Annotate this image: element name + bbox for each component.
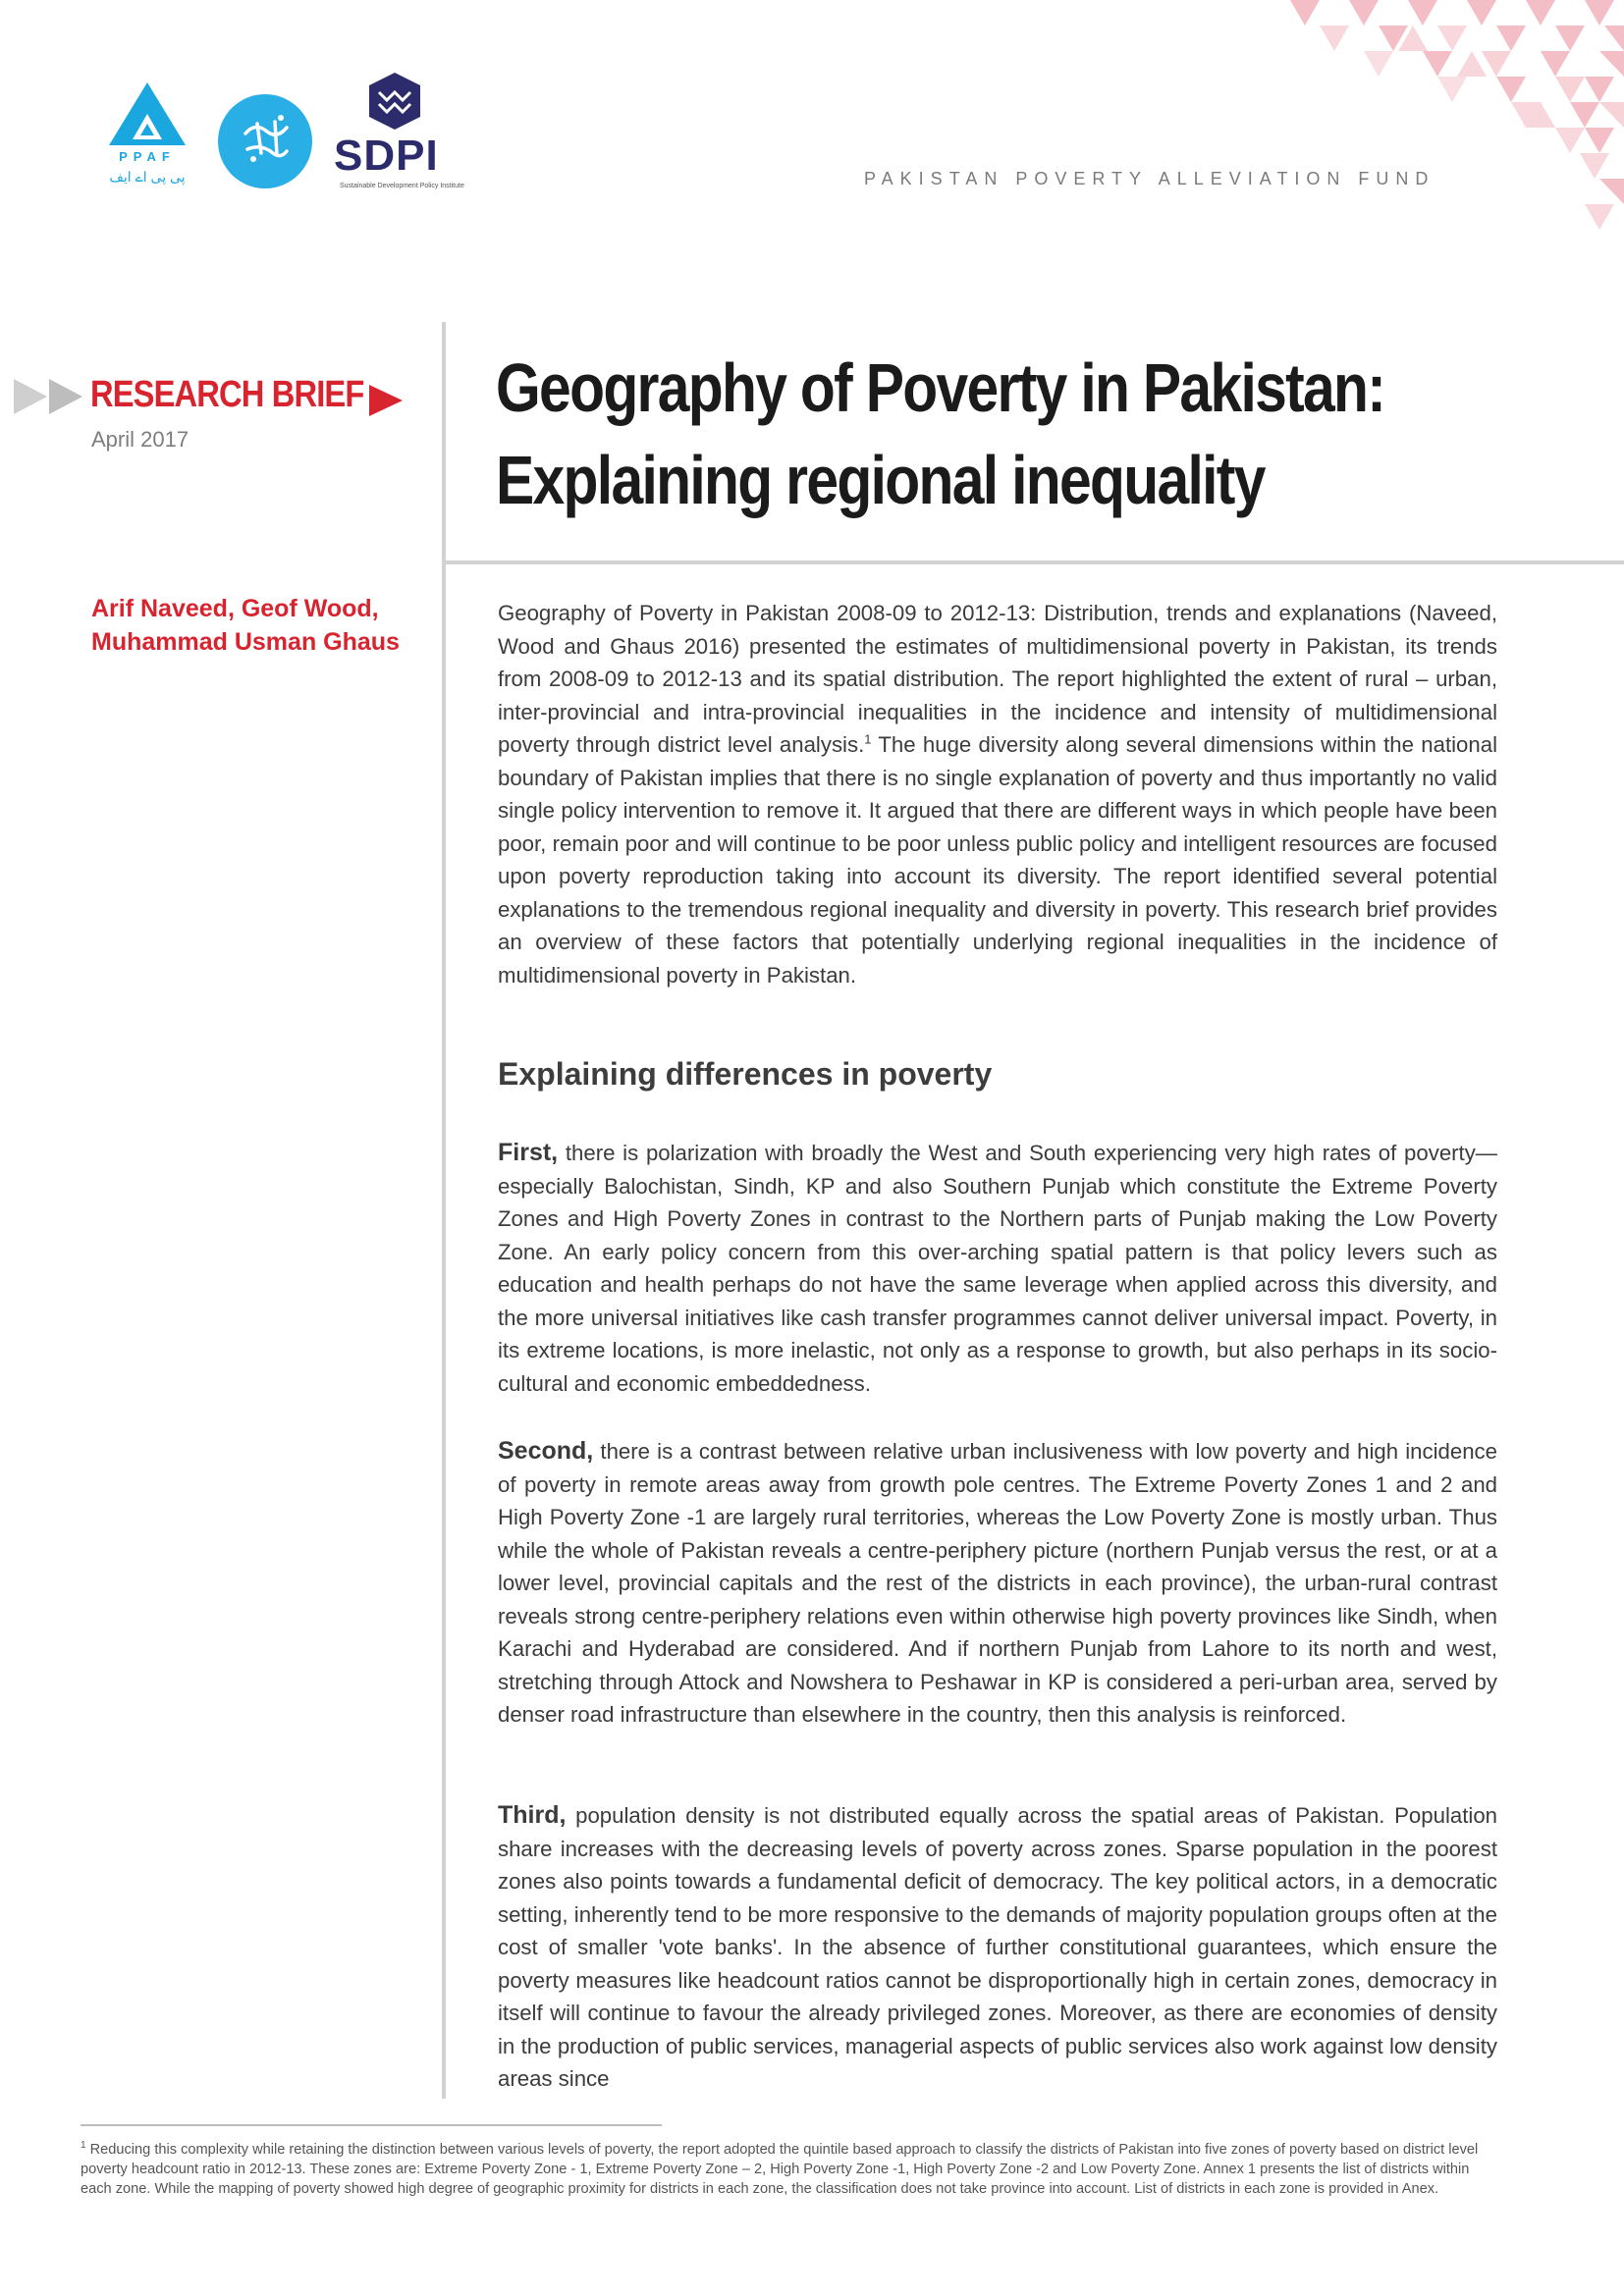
footnote bbox=[81, 2140, 1494, 2199]
sdpi-logo-text: SDPI bbox=[334, 132, 439, 180]
second-lead: Second, bbox=[498, 1437, 594, 1465]
second-text: there is a contrast between relative urban inclusiveness with low poverty and high incidence of poverty in remote areas away from growth pole centres. The Extreme Poverty Zones 1 and 2 and High Poverty Zone -1 are largely rural territories, whereas the Low Poverty Zone is mostly urban. Thus while the whole of Pakistan reveals a centre-periphery picture (northern Punjab versus the rest, or at a lower level, provincial capitals and the rest of the districts in each province), the urban-rural contrast reveals strong centre-periphery relations even within otherwise high poverty provinces like Sindh, when Karachi and Hyderabad are considered. And if northern Punjab from Lahore to its north and west, stretching through Attock and Nowshera to Peshawar in KP is considered a peri-urban area, served by denser road infrastructure than elsewhere in the country, then this analysis is reinforced. bbox=[498, 1439, 1497, 1727]
footnote-text: Reducing this complexity while retaining the distinction between various levels of poverty, the report adopted the quintile based approach to classify the districts of Pakistan into five zones of poverty based on district level poverty headcount ratio in 2012-13. These zones are: Extreme Poverty Zone - 1, Extreme Poverty Zone – 2, High Poverty Zone -1, High Poverty Zone -2 and Low Poverty Zone. Annex 1 presents the list of districts within each zone. While the mapping of poverty showed high degree of geographic proximity for districts in each zone, the classification does not take province into account. List of districts in each zone is provided in Anex. bbox=[81, 2142, 1479, 2197]
ppaf-logo-letters: PPAF bbox=[119, 149, 176, 164]
title-line-2: Explaining regional inequality bbox=[496, 442, 1265, 518]
vertical-divider bbox=[442, 322, 446, 2099]
intro-paragraph bbox=[498, 597, 1497, 991]
third-paragraph bbox=[498, 1799, 1497, 2096]
intro-text-b: The huge diversity along several dimensions within the national boundary of Pakistan implies that there is no single explanation of poverty and thus importantly no valid single policy intervention to remove it. It argued that there are different ways in which people have been poor, remain poor and will continue to be poor unless public policy and intelligent resources are focused upon poverty reproduction taking into account its diversity. The report identified several potential explanations to the tremendous regional inequality and diversity in poverty. This research brief provides an overview of these factors that potentially underlying regional inequalities in the incidence of multidimensional poverty in Pakistan. bbox=[498, 732, 1498, 988]
intro-text-a: Geography of Poverty in Pakistan 2008-09 to 2012-13: Distribution, trends and explanations (Naveed, Wood and Ghaus 2016) presented the estimates of multidimensional poverty in Pakistan, its trends from 2008-09 to 2012-13 and its spatial distribution. The report highlighted the extent of rural – urban, inter-provincial and intra-provincial inequalities in the incidence and intensity of multidimensional poverty through district level analysis. bbox=[498, 601, 1497, 757]
third-text: population density is not distributed equally across the spatial areas of Pakistan. Population share increases with the decreasing levels of poverty across zones. Sparse population in the poorest zones also points towards a fundamental deficit of democracy. The key political actors, in a democratic setting, inherently tend to be more responsive to the demands of majority population groups often at the cost of smaller 'vote banks'. In the absence of further constitutional guarantees, which ensure the poverty measures like headcount ratios cannot be disproportionally high in certain zones, democracy in itself will continue to favour the already privileged zones. Moreover, as there are economies of density in the production of public services, managerial aspects of public services also work against low density areas since bbox=[498, 1803, 1497, 2091]
research-brief-label: RESEARCH BRIEF bbox=[90, 374, 364, 415]
title-divider bbox=[446, 561, 1624, 564]
authors-line-2: Muhammad Usman Ghaus bbox=[91, 628, 400, 656]
footnote-rule bbox=[81, 2124, 662, 2126]
third-lead: Third, bbox=[498, 1801, 567, 1829]
calligraphy-logo bbox=[218, 94, 312, 188]
red-arrow-icon bbox=[367, 383, 405, 418]
ppaf-logo-urdu: پی پی اے ایف bbox=[109, 169, 186, 185]
footnote-ref[interactable]: 1 bbox=[864, 731, 872, 747]
sdpi-logo bbox=[334, 71, 466, 193]
authors bbox=[91, 592, 400, 659]
page-title bbox=[496, 342, 1436, 526]
first-text: there is polarization with broadly the West and South experiencing very high rates of poverty—especially Balochistan, Sindh, KP and also Southern Punjab which constitute the Extreme Poverty Zones and High Poverty Zones in contrast to the Northern parts of Punjab making the Low Poverty Zone. An early policy concern from this over-arching spatial pattern is that policy levers such as education and health perhaps do not have the same leverage when applied across this diversity, and the more universal initiatives like cash transfer programmes cannot deliver universal impact. Poverty, in its extreme locations, is more inelastic, not only as a response to growth, but also perhaps in its socio-cultural and economic embeddedness. bbox=[498, 1141, 1497, 1396]
title-line-1: Geography of Poverty in Pakistan: bbox=[496, 349, 1385, 426]
authors-line-1: Arif Naveed, Geof Wood, bbox=[91, 595, 379, 622]
triangle-pattern-decoration bbox=[1212, 0, 1624, 255]
second-paragraph bbox=[498, 1435, 1497, 1732]
ppaf-logo bbox=[103, 80, 191, 188]
first-paragraph bbox=[498, 1137, 1497, 1400]
publication-date: April 2017 bbox=[91, 427, 189, 452]
section-heading: Explaining differences in poverty bbox=[498, 1056, 993, 1092]
double-arrow-icon bbox=[14, 375, 92, 418]
organization-name: PAKISTAN POVERTY ALLEVIATION FUND bbox=[864, 169, 1435, 188]
first-lead: First, bbox=[498, 1139, 559, 1166]
footnote-number: 1 bbox=[81, 2140, 86, 2152]
sdpi-logo-subtitle: Sustainable Development Policy Institute bbox=[340, 183, 464, 189]
